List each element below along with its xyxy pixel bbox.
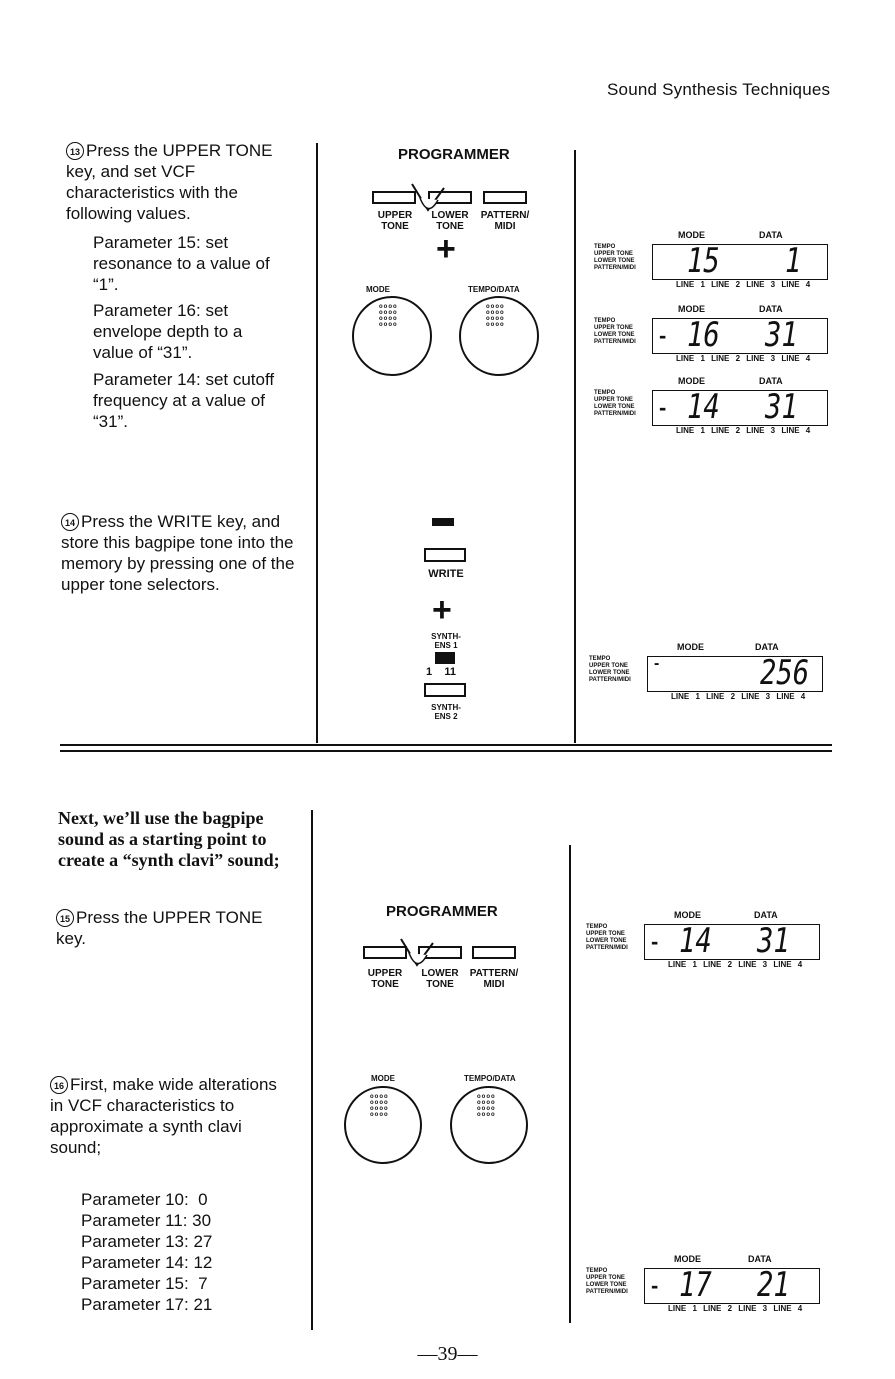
speaker-grille-icon: oooo oooo oooo oooo	[370, 1094, 389, 1118]
lcd-line-labels: LINE 1 LINE 2 LINE 3 LINE 4	[671, 692, 806, 701]
lcd-side-labels: TEMPO UPPER TONE LOWER TONE PATTERN/MIDI	[586, 1268, 628, 1295]
section-intro: Next, we’ll use the bagpipe sound as a starting point to create a “synth clavi” sound;	[58, 808, 280, 870]
page-header-title: Sound Synthesis Techniques	[607, 80, 831, 99]
step-16	[50, 1074, 290, 1158]
programmer-title-1: PROGRAMMER	[398, 146, 510, 163]
programmer-title-2: PROGRAMMER	[386, 903, 498, 920]
step-16-param-3: Parameter 13: 27	[81, 1232, 213, 1251]
lcd-display-1	[594, 230, 844, 312]
selector-numbers: 1 11	[426, 666, 456, 678]
lcd-mode-digits: 16	[687, 315, 720, 355]
lcd-mode-digits: 17	[679, 1265, 712, 1305]
step-number-15: 15	[56, 909, 74, 927]
lcd-data-digits: 21	[757, 1265, 790, 1305]
tempo-data-label-1: TEMPO/DATA	[468, 285, 520, 294]
synth-ens2-label: SYNTH- ENS 2	[431, 703, 461, 721]
lcd-mode-label: MODE	[677, 642, 704, 652]
step-15-text: Press the UPPER TONE key.	[56, 908, 263, 948]
lcd-screen: - 256	[647, 656, 823, 692]
step-number-16: 16	[50, 1076, 68, 1094]
pattern-midi-button-1[interactable]	[483, 191, 527, 204]
lcd-data-label: DATA	[748, 1254, 772, 1264]
pattern-midi-button-2[interactable]	[472, 946, 516, 959]
lower-tone-label-1: LOWER TONE	[431, 210, 469, 232]
pattern-midi-label-2: PATTERN/ MIDI	[469, 968, 519, 990]
mode-label-2: MODE	[371, 1074, 395, 1083]
lcd-mode-label: MODE	[674, 910, 701, 920]
lcd-line-labels: LINE 1 LINE 2 LINE 3 LINE 4	[676, 426, 811, 435]
lcd-mode-label: MODE	[678, 376, 705, 386]
lcd-mode-digits: 15	[687, 241, 720, 281]
step-16-text: First, make wide alterations in VCF characteristics to approximate a synth clavi sound;	[50, 1075, 277, 1157]
step-16-param-6: Parameter 17: 21	[81, 1295, 213, 1314]
write-label: WRITE	[428, 568, 464, 580]
plus-icon-1: +	[436, 230, 456, 268]
lcd-screen	[652, 241, 828, 281]
section-rule-1	[60, 744, 832, 746]
lower-tone-label-2: LOWER TONE	[421, 968, 459, 990]
lcd-screen: - 14 31	[652, 390, 828, 426]
upper-tone-label-1: UPPER TONE	[377, 210, 413, 232]
upper-tone-label-2: UPPER TONE	[367, 968, 403, 990]
lcd-display-2	[594, 304, 844, 386]
lcd-data-digits: 31	[757, 921, 790, 961]
mode-label-1: MODE	[366, 285, 390, 294]
step-13-param-3: Parameter 14: set cutoff frequency at a value of “31”.	[93, 370, 275, 431]
step-15	[56, 907, 276, 949]
speaker-grille-icon: oooo oooo oooo oooo	[477, 1094, 496, 1118]
lcd-side-labels: TEMPO UPPER TONE LOWER TONE PATTERN/MIDI	[594, 244, 636, 271]
lcd-data-label: DATA	[759, 376, 783, 386]
lcd-mode-label: MODE	[678, 304, 705, 314]
lcd-side-labels: TEMPO UPPER TONE LOWER TONE PATTERN/MIDI	[589, 656, 631, 683]
lcd-screen: - 14 31	[644, 924, 820, 960]
tempo-data-label-2: TEMPO/DATA	[464, 1074, 516, 1083]
lcd-side-labels: TEMPO UPPER TONE LOWER TONE PATTERN/MIDI	[594, 390, 636, 417]
lcd-mode-digits: 14	[687, 387, 720, 427]
lcd-screen: - 17 21	[644, 1268, 820, 1304]
page-number: —39—	[417, 1343, 478, 1365]
lcd-data-digits: 256	[760, 653, 810, 693]
lcd-line-labels: LINE 1 LINE 2 LINE 3 LINE 4	[676, 280, 811, 289]
lcd-data-label: DATA	[754, 910, 778, 920]
lcd-mode-label: MODE	[678, 230, 705, 240]
lcd-line-labels: LINE 1 LINE 2 LINE 3 LINE 4	[668, 960, 803, 969]
lcd-data-digits: 1	[785, 241, 802, 281]
lcd-side-labels: TEMPO UPPER TONE LOWER TONE PATTERN/MIDI	[586, 924, 628, 951]
step-13	[66, 140, 286, 224]
step-14	[61, 511, 296, 595]
plus-icon-2: +	[432, 591, 452, 629]
lcd-data-digits: 31	[765, 315, 798, 355]
column-divider-left-bottom	[311, 810, 313, 1330]
lcd-data-label: DATA	[759, 304, 783, 314]
lcd-line-labels: LINE 1 LINE 2 LINE 3 LINE 4	[676, 354, 811, 363]
lcd-mode-label: MODE	[674, 1254, 701, 1264]
lcd-display-6	[586, 1254, 836, 1336]
pattern-midi-label-1: PATTERN/ MIDI	[480, 210, 530, 232]
speaker-grille-icon: oooo oooo oooo oooo	[486, 304, 505, 328]
column-divider-right-top	[574, 150, 576, 743]
column-divider-left-top	[316, 143, 318, 743]
synth-ens1-label: SYNTH- ENS 1	[431, 632, 461, 650]
lcd-data-digits: 31	[765, 387, 798, 427]
section-rule-2	[60, 750, 832, 752]
step-number-14: 14	[61, 513, 79, 531]
step-13-text: Press the UPPER TONE key, and set VCF characteristics with the following values.	[66, 141, 273, 223]
lcd-side-labels: TEMPO UPPER TONE LOWER TONE PATTERN/MIDI	[594, 318, 636, 345]
write-button[interactable]	[424, 548, 466, 562]
speaker-grille-icon: oooo oooo oooo oooo	[379, 304, 398, 328]
lcd-screen: - 16 31	[652, 318, 828, 354]
lcd-data-label: DATA	[755, 642, 779, 652]
lcd-line-labels: LINE 1 LINE 2 LINE 3 LINE 4	[668, 1304, 803, 1313]
lcd-data-label: DATA	[759, 230, 783, 240]
selector-led-icon	[435, 652, 455, 664]
lcd-display-5	[586, 910, 836, 992]
step-16-param-5: Parameter 15: 7	[81, 1274, 208, 1293]
lcd-mode-digits: 14	[679, 921, 712, 961]
lcd-display-4	[589, 642, 839, 724]
write-led-icon	[432, 518, 454, 526]
step-13-param-2: Parameter 16: set envelope depth to a value of “31”.	[93, 301, 243, 362]
lcd-display-3	[594, 376, 844, 458]
column-divider-right-bottom	[569, 845, 571, 1323]
step-16-param-1: Parameter 10: 0	[81, 1190, 208, 1209]
step-13-param-1: Parameter 15: set resonance to a value of “1”.	[93, 233, 270, 294]
step-16-param-4: Parameter 14: 12	[81, 1253, 213, 1272]
step-number-13: 13	[66, 142, 84, 160]
step-16-param-2: Parameter 11: 30	[81, 1211, 212, 1230]
upper-tone-selector-button[interactable]	[424, 683, 466, 697]
step-14-text: Press the WRITE key, and store this bagpipe tone into the memory by pressing one of the upper tone selectors.	[61, 512, 295, 594]
